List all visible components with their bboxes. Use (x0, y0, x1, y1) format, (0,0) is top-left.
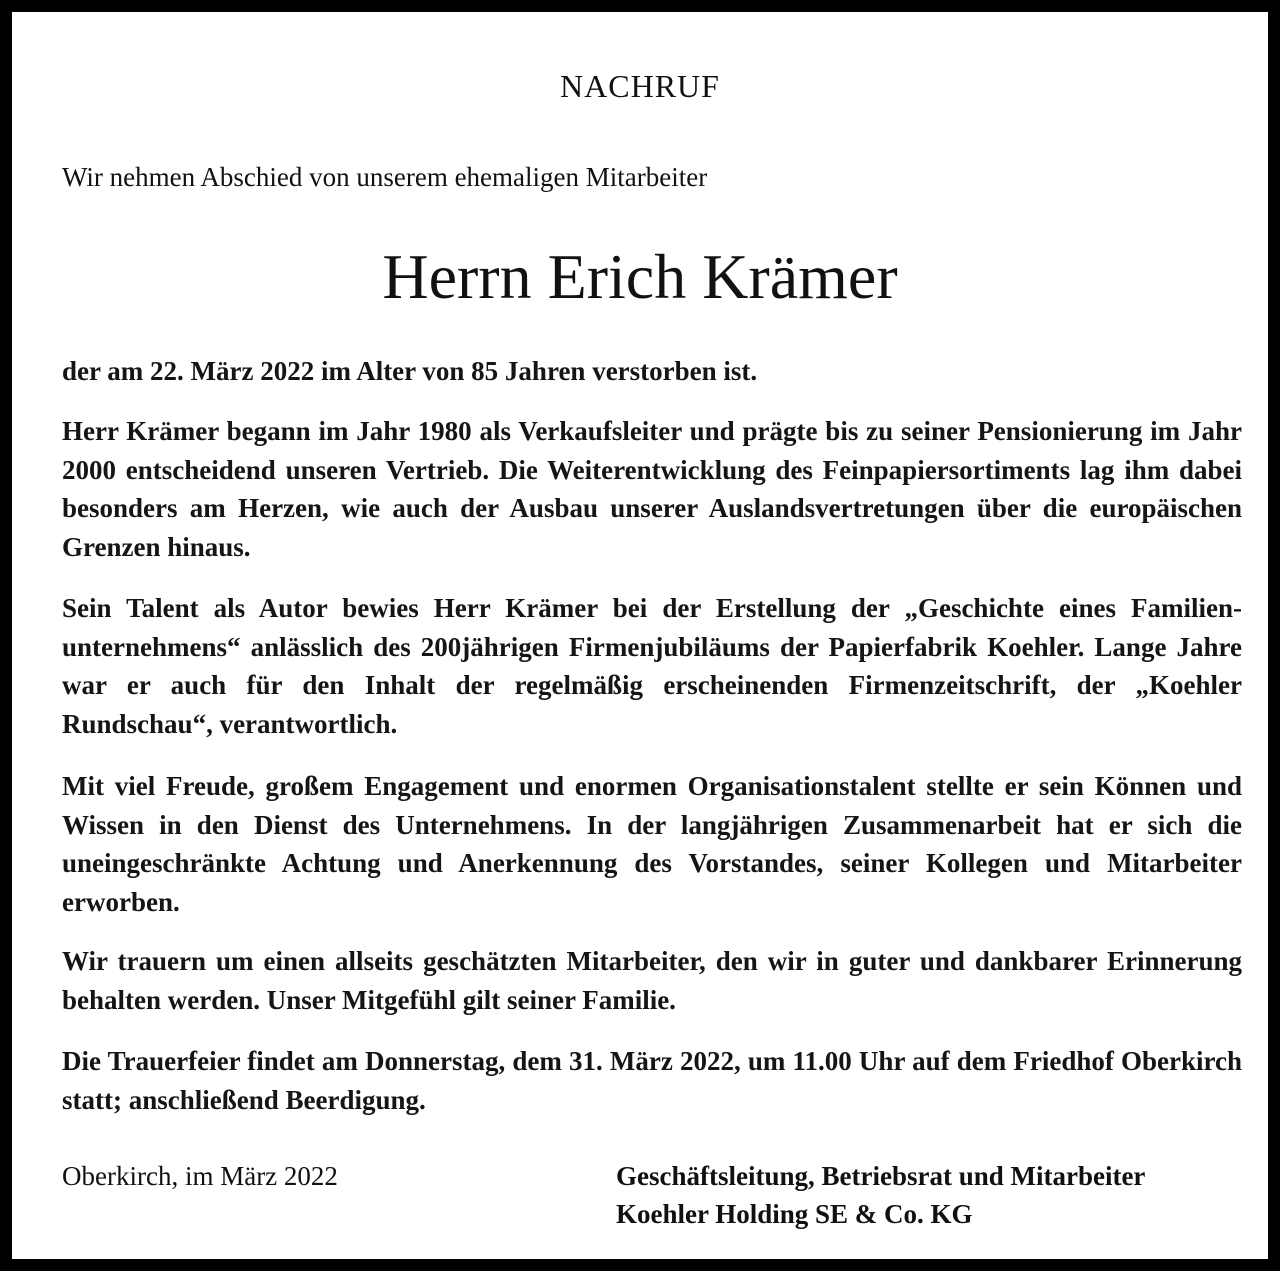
signature-line-management: Geschäftsleitung, Betriebsrat und Mitarbeiter (616, 1161, 1146, 1191)
death-statement: der am 22. März 2022 im Alter von 85 Jahren verstorben ist. (62, 356, 758, 386)
place-and-date: Oberkirch, im März 2022 (62, 1161, 338, 1191)
deceased-name: Herrn Erich Krämer (382, 241, 898, 312)
mourning-paragraph: Wir trauern um einen allseits geschätzten Mitarbeiter, den wir in guter und dankbarer Erinnerung behalten werden. Unser Mitgefühl gilt seiner Familie. (62, 946, 1242, 1015)
career-paragraph: Herr Krämer begann im Jahr 1980 als Verkaufsleiter und prägte bis zu seiner Pensionierung im Jahr 2000 entscheidend unseren Vertrieb. Die Weiterentwicklung des Feinpapiersortiments lag ihm dabei besonders am Herzen, wie auch der Ausbau unserer Auslandsvertretungen über die europäischen Grenzen hinaus. (62, 416, 1242, 562)
engagement-paragraph: Mit viel Freude, großem Engagement und enormen Organisationstalent stellte er sein Können und Wissen in den Dienst des Unternehmens. In der langjährigen Zusammenarbeit hat er sich die uneingeschränkte Achtung und Anerkennung des Vorstandes, seiner Kollegen und Mitarbeiter erworben. (62, 771, 1242, 917)
notice-heading: NACHRUF (560, 68, 720, 104)
author-paragraph: Sein Talent als Autor bewies Herr Krämer bei der Erstellung der „Geschichte eines Familienunternehmens“ anlässlich des 200jährigen Firmenjubiläums der Papierfabrik Koehler. Lange Jahre war er auch für den Inhalt der regelmäßig erscheinenden Firmenzeitschrift, der „Koehler Rundschau“, verantwortlich. (62, 593, 1242, 739)
signature-line-company: Koehler Holding SE & Co. KG (616, 1199, 973, 1229)
signature-block (616, 1157, 1145, 1233)
intro-text: Wir nehmen Abschied von unserem ehemaligen Mitarbeiter (62, 162, 708, 192)
funeral-paragraph: Die Trauerfeier findet am Donnerstag, dem 31. März 2022, um 11.00 Uhr auf dem Friedhof Oberkirch statt; anschließend Beerdigung. (62, 1046, 1242, 1115)
